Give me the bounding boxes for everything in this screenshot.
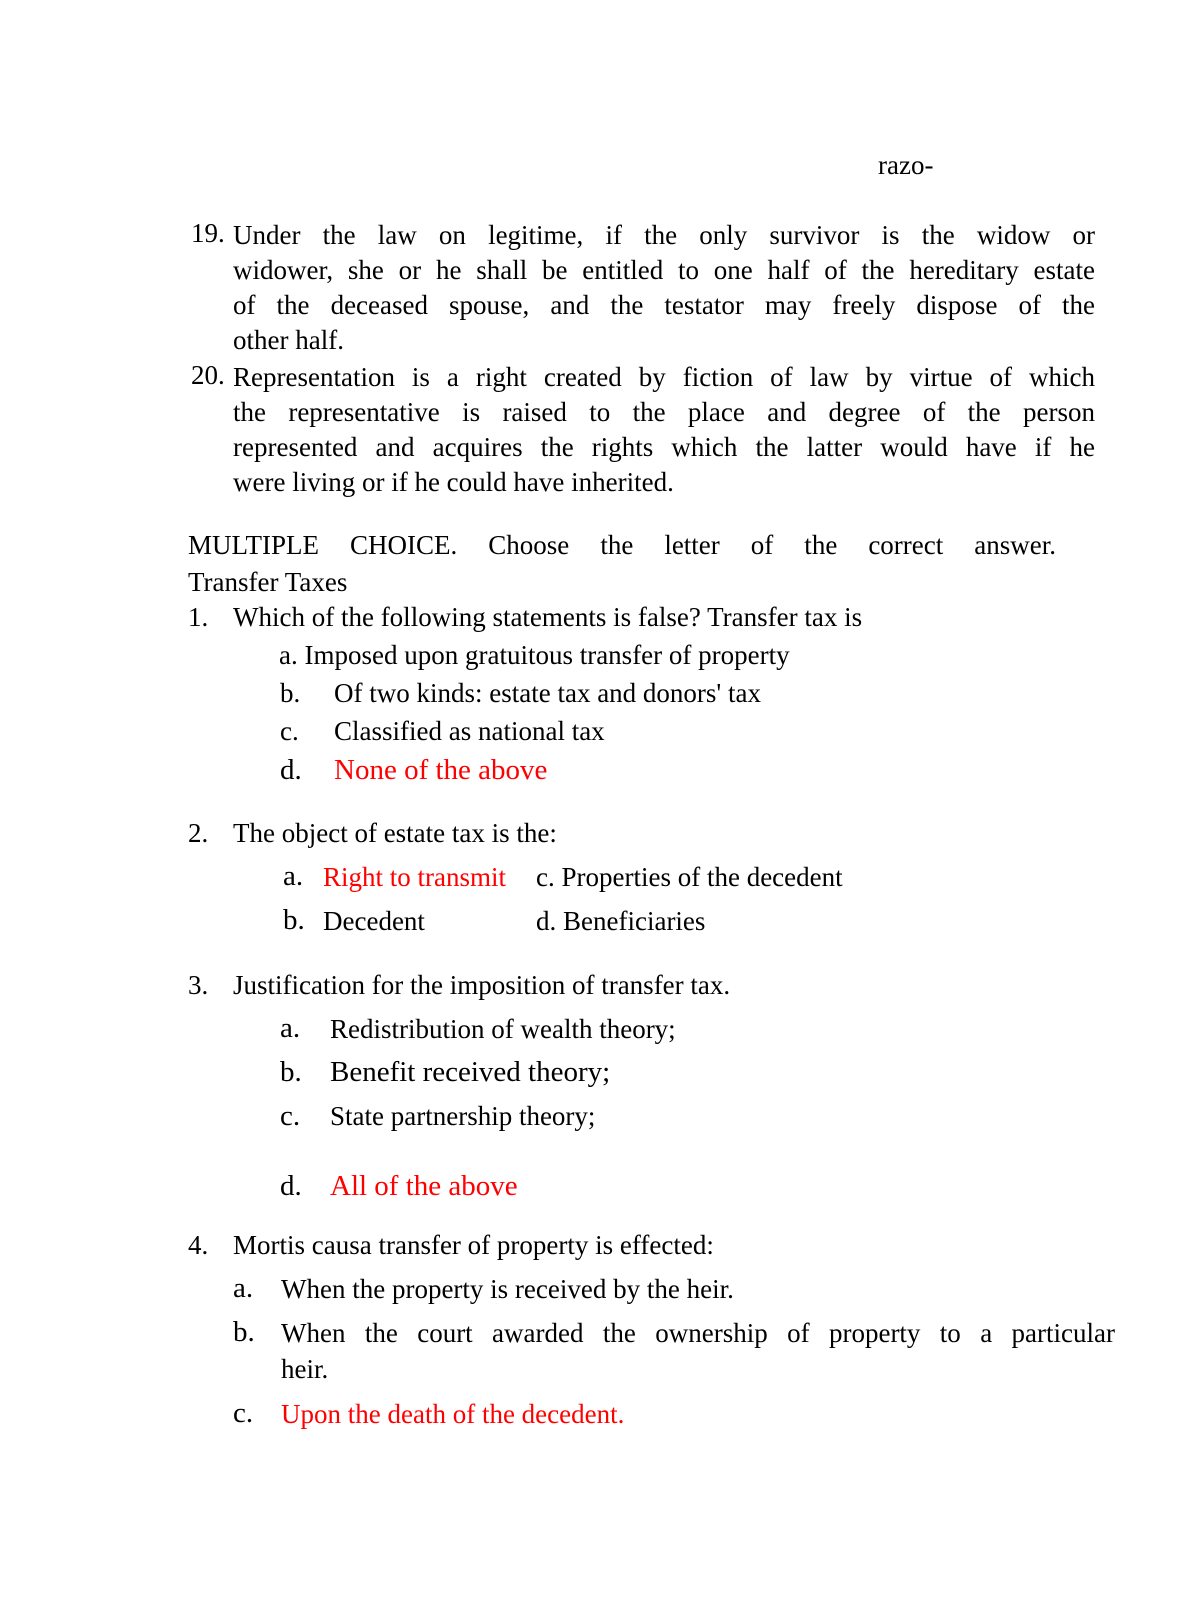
choice-text: Decedent (323, 906, 425, 936)
correct-answer: Right to transmit (323, 862, 507, 892)
choice-item (536, 906, 705, 937)
choice-letter: d. (280, 754, 302, 786)
choice-letter: a. (279, 640, 298, 670)
question-number: 3. (188, 970, 209, 1000)
page-header: razo- (878, 150, 934, 180)
choice-letter: d. (280, 1170, 302, 1202)
choice-letter: b. (280, 1056, 302, 1088)
choice-text: Redistribution of wealth theory; (330, 1014, 676, 1044)
choice-letter: b. (233, 1316, 255, 1348)
choice-text: Imposed upon gratuitous transfer of property (304, 640, 790, 670)
statement-number: 20. (191, 360, 225, 390)
statement-line: other half. (233, 325, 344, 355)
choice-letter: a. (233, 1272, 254, 1304)
question-text: Mortis causa transfer of property is effected: (233, 1230, 714, 1260)
statement-number: 19. (191, 218, 225, 248)
choice-text: When the court awarded the ownership of property to a particular (281, 1318, 1115, 1348)
correct-answer: All of the above (330, 1170, 518, 1202)
choice-letter: d. (536, 906, 557, 936)
choice-item (536, 862, 843, 893)
statement-line: Representation is a right created by fiction of law by virtue of which (233, 362, 1095, 392)
statement-line: represented and acquires the rights which the latter would have if he (233, 432, 1095, 462)
statement-text (233, 360, 1095, 500)
choice-text: Of two kinds: estate tax and donors' tax (334, 678, 762, 708)
question-number: 4. (188, 1230, 209, 1260)
statement-line: widower, she or he shall be entitled to one half of the hereditary estate (233, 255, 1095, 285)
correct-answer: Upon the death of the decedent. (281, 1399, 625, 1429)
question-text: Justification for the imposition of transfer tax. (233, 970, 731, 1000)
choice-text: State partnership theory; (330, 1101, 596, 1131)
choice-text: Beneficiaries (563, 906, 706, 936)
choice-text: Classified as national tax (334, 716, 605, 746)
choice-text-continued: heir. (281, 1354, 329, 1384)
statement-line: of the deceased spouse, and the testator may freely dispose of the (233, 290, 1095, 320)
choice-letter: c. (536, 862, 555, 892)
section-instruction: MULTIPLE CHOICE. Choose the letter of the correct answer. (188, 530, 1056, 560)
choice-letter: a. (283, 860, 304, 892)
question-number: 2. (188, 818, 209, 848)
statement-line: Under the law on legitime, if the only survivor is the widow or (233, 220, 1095, 250)
choice-item (279, 640, 790, 671)
section-topic: Transfer Taxes (188, 567, 348, 597)
question-text: Which of the following statements is false? Transfer tax is (233, 602, 863, 632)
statement-text (233, 218, 1095, 358)
choice-letter: a. (280, 1012, 301, 1044)
choice-letter: b. (280, 678, 301, 708)
choice-letter: b. (283, 904, 305, 936)
correct-answer: None of the above (334, 754, 548, 786)
statement-line: the representative is raised to the place and degree of the person (233, 397, 1095, 427)
choice-letter: c. (280, 1100, 301, 1132)
choice-letter: c. (233, 1397, 254, 1429)
statement-line: were living or if he could have inherited. (233, 467, 674, 497)
question-number: 1. (188, 602, 209, 632)
choice-letter: c. (280, 716, 299, 746)
choice-text: Properties of the decedent (561, 862, 843, 892)
question-text: The object of estate tax is the: (233, 818, 557, 848)
choice-text: Benefit received theory; (330, 1056, 611, 1088)
choice-text: When the property is received by the heir. (281, 1274, 734, 1304)
